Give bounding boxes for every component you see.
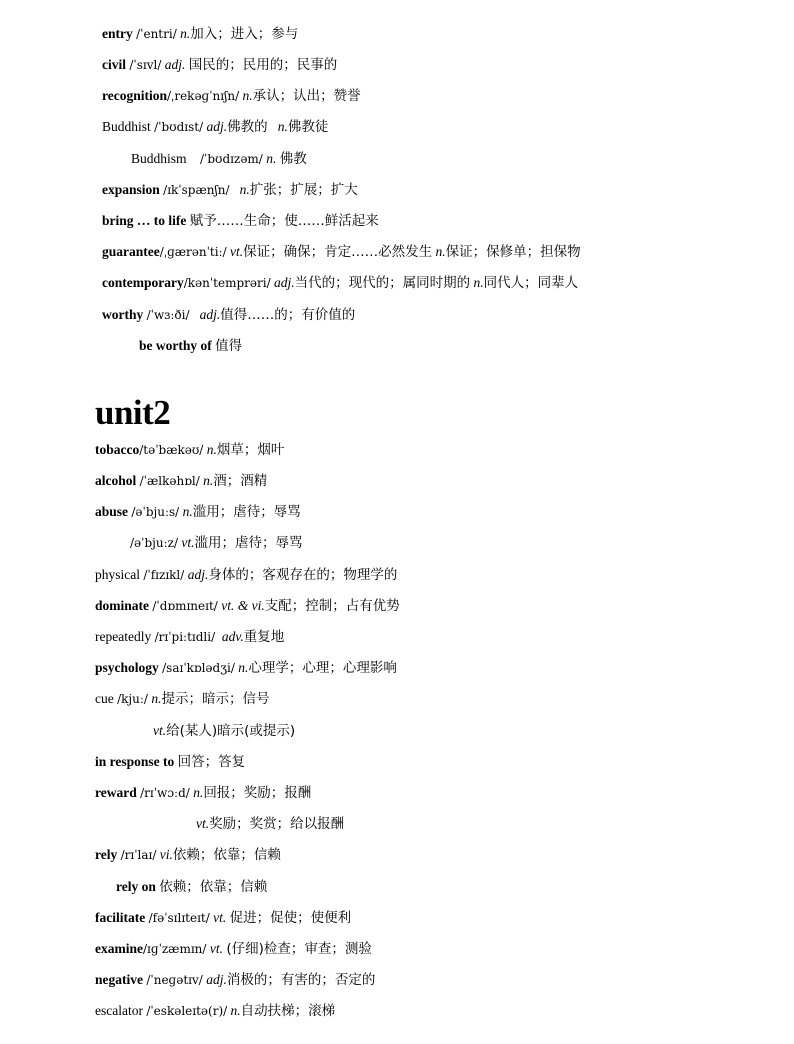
definition-2: 同代人；同辈人: [483, 275, 579, 291]
part-of-speech: vt. & vi.: [221, 598, 265, 613]
vocab-entry-reward-verb: [196, 815, 344, 833]
vocab-entry-expansion: [102, 181, 358, 199]
part-of-speech: vi.: [159, 847, 173, 862]
word: rely on: [116, 879, 156, 894]
part-of-speech-2: n.: [473, 275, 484, 290]
phonetic: /rɪˈwɔːd/: [140, 786, 190, 800]
vocab-entry-guarantee: [102, 243, 581, 261]
phonetic: /ˈwɜːði/: [146, 308, 190, 322]
part-of-speech: adj.: [274, 275, 295, 290]
phonetic: /əˈbjuːs/: [131, 505, 180, 519]
vocab-entry-negative: [95, 971, 375, 989]
part-of-speech: n.: [193, 785, 204, 800]
part-of-speech: vt.: [181, 535, 195, 550]
definition: 消极的；有害的；否定的: [226, 972, 376, 988]
part-of-speech: n.: [180, 26, 191, 41]
part-of-speech: vt.: [213, 910, 227, 925]
phonetic: /ˈbʊdɪzəm/: [200, 152, 263, 166]
word: examine: [95, 941, 143, 956]
part-of-speech: adj.: [187, 567, 209, 582]
definition: 回答；答复: [177, 754, 246, 770]
part-of-speech: n.: [238, 660, 249, 675]
part-of-speech-2: n.: [277, 119, 288, 134]
phonetic: /ˈeskəleɪtə(r)/: [146, 1004, 228, 1018]
vocab-entry-rely-on: [116, 878, 267, 896]
part-of-speech: vt.: [230, 244, 244, 259]
vocab-entry-abuse-verb: [130, 534, 302, 552]
word: reward: [95, 785, 137, 800]
definition: 酒；酒精: [213, 473, 268, 489]
definition: 加入；进入；参与: [190, 26, 299, 42]
definition: 值得……的；有价值的: [220, 307, 356, 323]
phonetic: /rɪˈlaɪ/: [120, 848, 157, 862]
vocab-entry-rely: [95, 846, 281, 864]
phonetic: /ˈneɡətɪv/: [146, 973, 203, 987]
definition: 佛教的: [227, 119, 268, 135]
word: contemporary: [102, 275, 184, 290]
word: worthy: [102, 307, 144, 322]
part-of-speech: n.: [242, 88, 253, 103]
vocab-entry-entry: [102, 25, 298, 43]
part-of-speech: adj.: [199, 307, 221, 322]
phonetic: /təˈbækəʊ/: [139, 443, 204, 457]
phonetic: /ˈdɒmɪneɪt/: [152, 599, 218, 613]
phonetic: /ˈælkəhɒl/: [139, 474, 200, 488]
word: recognition: [102, 88, 167, 103]
phonetic: /ˈentri/: [136, 27, 177, 41]
definition-2: 佛教徒: [287, 119, 329, 135]
definition: 当代的；现代的；属同时期的: [294, 275, 471, 291]
part-of-speech: adv.: [221, 629, 244, 644]
phonetic: /ˌɡærənˈtiː/: [159, 245, 227, 259]
phonetic: /əˈbjuːz/: [130, 536, 178, 550]
word: bring … to life: [102, 213, 187, 228]
definition: 滥用；虐待；辱骂: [192, 504, 301, 520]
definition: 促进；促使；使便利: [229, 910, 352, 926]
word: rely: [95, 847, 118, 862]
definition: 值得: [215, 338, 243, 354]
vocab-entry-cue-verb: [153, 722, 295, 740]
definition: 依赖；依靠；信赖: [159, 879, 268, 895]
phonetic: /saɪˈkɒlədʒi/: [162, 661, 235, 675]
vocab-entry-escalator: [95, 1002, 335, 1020]
phonetic: /ɪkˈspænʃn/: [163, 183, 230, 197]
unit-heading: unit2: [95, 393, 171, 432]
part-of-speech: n.: [206, 442, 217, 457]
word: physical: [95, 567, 140, 582]
word: in response to: [95, 754, 175, 769]
part-of-speech: n.: [203, 473, 214, 488]
definition: 国民的；民用的；民事的: [188, 57, 338, 73]
definition: 扩张；扩展；扩大: [249, 182, 358, 198]
vocab-entry-examine: [95, 940, 372, 958]
definition: 支配；控制；占有优势: [264, 598, 400, 614]
phonetic: /fəˈsɪlɪteɪt/: [148, 911, 210, 925]
phonetic: /ˌrekəɡˈnɪʃn/: [167, 89, 240, 103]
word: Buddhist: [102, 119, 151, 134]
word: civil: [102, 57, 126, 72]
vocab-entry-facilitate: [95, 909, 351, 927]
part-of-speech: n.: [239, 182, 250, 197]
phonetic: /ˈsɪvl/: [129, 58, 162, 72]
word: abuse: [95, 504, 129, 519]
vocab-entry-cue: [95, 690, 269, 708]
word: repeatedly: [95, 629, 152, 644]
word: entry: [102, 26, 133, 41]
definition: 烟草；烟叶: [216, 442, 285, 458]
word: cue: [95, 691, 114, 706]
part-of-speech: n.: [230, 1003, 241, 1018]
part-of-speech: adj.: [206, 972, 227, 987]
vocab-entry-in-response-to: [95, 753, 245, 771]
word: guarantee: [102, 244, 160, 259]
part-of-speech: vt.: [153, 723, 167, 738]
word: psychology: [95, 660, 159, 675]
definition: 滥用；虐待；辱骂: [194, 535, 303, 551]
vocab-entry-abuse: [95, 503, 301, 521]
definition: 身体的；客观存在的；物理学的: [208, 567, 398, 583]
vocab-entry-bring-to-life: [102, 212, 379, 230]
part-of-speech: n.: [182, 504, 193, 519]
phonetic: /ˈbʊdɪst/: [154, 120, 204, 134]
definition: 提示；暗示；信号: [161, 691, 270, 707]
word: dominate: [95, 598, 149, 613]
definition: 佛教: [279, 151, 307, 167]
vocab-entry-buddhist: [102, 118, 328, 136]
definition: 承认；认出；赞誉: [252, 88, 361, 104]
definition: (仔细)检查；审查；测验: [226, 941, 372, 957]
vocab-entry-dominate: [95, 597, 400, 615]
word: negative: [95, 972, 143, 987]
vocab-entry-alcohol: [95, 472, 267, 490]
vocab-entry-contemporary: [102, 274, 578, 292]
word: be worthy of: [139, 338, 212, 353]
vocab-entry-buddhism: [131, 150, 307, 168]
definition: 回报；奖励；报酬: [203, 785, 312, 801]
part-of-speech: n.: [266, 151, 277, 166]
definition: 保证；确保；肯定……必然发生: [243, 244, 433, 260]
definition: 依赖；依靠；信赖: [172, 847, 281, 863]
word: tobacco: [95, 442, 140, 457]
vocab-entry-worthy: [102, 306, 355, 324]
definition-2: 保证；保修单；担保物: [445, 244, 581, 260]
word: Buddhism: [131, 151, 187, 166]
phonetic: /ɪɡˈzæmɪn/: [143, 942, 207, 956]
word: expansion: [102, 182, 160, 197]
vocab-entry-reward: [95, 784, 311, 802]
vocab-entry-tobacco: [95, 441, 284, 459]
definition: 心理学；心理；心理影响: [248, 660, 397, 676]
part-of-speech: n.: [151, 691, 162, 706]
definition: 奖励；奖赏；给以报酬: [209, 816, 345, 832]
definition: 自动扶梯；滚梯: [240, 1003, 336, 1019]
part-of-speech: vt.: [209, 941, 223, 956]
vocab-entry-psychology: [95, 659, 397, 677]
phonetic: /kənˈtemprəri/: [183, 276, 271, 290]
part-of-speech: vt.: [196, 816, 210, 831]
vocab-entry-be-worthy-of: [139, 337, 242, 355]
part-of-speech-2: n.: [435, 244, 446, 259]
vocab-entry-recognition: [102, 87, 361, 105]
phonetic: /rɪˈpiːtɪdli/: [154, 630, 216, 644]
phonetic: /kjuː/: [117, 692, 148, 706]
word: escalator: [95, 1003, 143, 1018]
word: facilitate: [95, 910, 146, 925]
part-of-speech: adj.: [164, 57, 186, 72]
word: alcohol: [95, 473, 137, 488]
part-of-speech: adj.: [206, 119, 228, 134]
vocab-entry-physical: [95, 566, 397, 584]
definition: 赋予……生命；使……鲜活起来: [189, 213, 379, 229]
phonetic: /ˈfɪzɪkl/: [143, 568, 185, 582]
definition: 给(某人)暗示(或提示): [166, 723, 296, 739]
vocab-entry-civil: [102, 56, 337, 74]
vocab-entry-repeatedly: [95, 628, 284, 646]
definition: 重复地: [243, 629, 285, 645]
